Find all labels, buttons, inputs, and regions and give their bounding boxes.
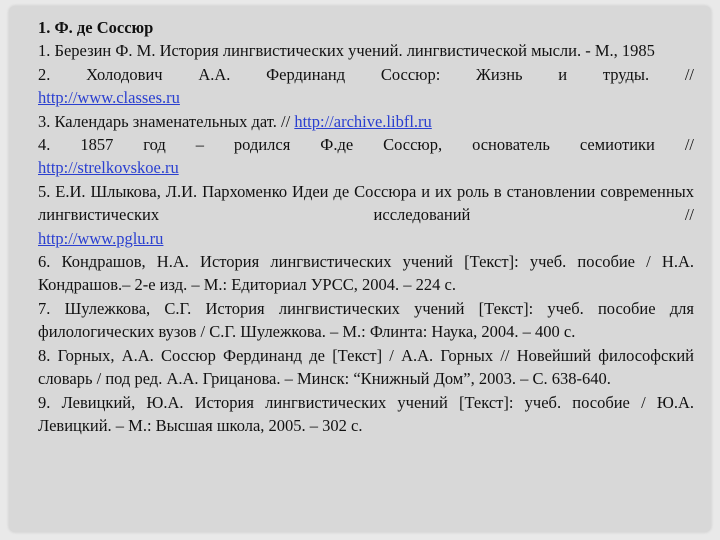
slide bbox=[9, 6, 711, 532]
reference-text: 1. Березин Ф. М. История лингвистических учений. лингвистической мысли. - М., 1985 bbox=[38, 41, 655, 61]
reference-item-4 bbox=[38, 133, 694, 180]
reference-link[interactable]: http://archive.libfl.ru bbox=[294, 111, 432, 131]
reference-text: 5. Е.И. Шлыкова, Л.И. Пархоменко Идеи де Соссюра и их роль в становлении современных лингвистических исследований // bbox=[38, 181, 694, 225]
page-title: 1. Ф. де Соссюр bbox=[38, 18, 154, 37]
reference-text: 4. 1857 год – родился Ф.де Соссюр, основатель семиотики // bbox=[38, 135, 694, 155]
reference-item-1 bbox=[38, 39, 694, 62]
reference-item-9 bbox=[38, 391, 694, 438]
reference-link[interactable]: http://strelkovskoe.ru bbox=[38, 158, 179, 178]
reference-item-5 bbox=[38, 180, 694, 250]
reference-item-3 bbox=[38, 110, 694, 133]
reference-item-2 bbox=[38, 63, 694, 110]
reference-list bbox=[38, 16, 694, 437]
reference-item-7 bbox=[38, 297, 694, 344]
reference-text: 8. Горных, А.А. Соссюр Фердинанд де [Текст] / А.А. Горных // Новейший философский словарь / под ред. А.А. Грицанова. – Минск: “Книжный Дом”, 2003. – С. 638-640. bbox=[38, 345, 694, 389]
reference-item-8 bbox=[38, 344, 694, 391]
reference-text: 2. Холодович А.А. Фердинанд Соссюр: Жизнь и труды. // bbox=[38, 64, 694, 84]
reference-item-6 bbox=[38, 250, 694, 297]
reference-text: 7. Шулежкова, С.Г. История лингвистических учений [Текст]: учеб. пособие для филологических вузов / С.Г. Шулежкова. – М.: Флинта: Наука, 2004. – 400 с. bbox=[38, 298, 694, 342]
reference-link[interactable]: http://www.pglu.ru bbox=[38, 228, 164, 248]
reference-text: 3. Календарь знаменательных дат. // bbox=[38, 111, 295, 131]
reference-text: 9. Левицкий, Ю.А. История лингвистических учений [Текст]: учеб. пособие / Ю.А. Левицкий. – М.: Высшая школа, 2005. – 302 с. bbox=[38, 392, 694, 435]
reference-link[interactable]: http://www.classes.ru bbox=[38, 88, 180, 108]
reference-text: 6. Кондрашов, Н.А. История лингвистических учений [Текст]: учеб. пособие / Н.А. Кондрашов.– 2-е изд. – М.: Едиториал УРСС, 2004. – 224 с. bbox=[38, 252, 694, 295]
